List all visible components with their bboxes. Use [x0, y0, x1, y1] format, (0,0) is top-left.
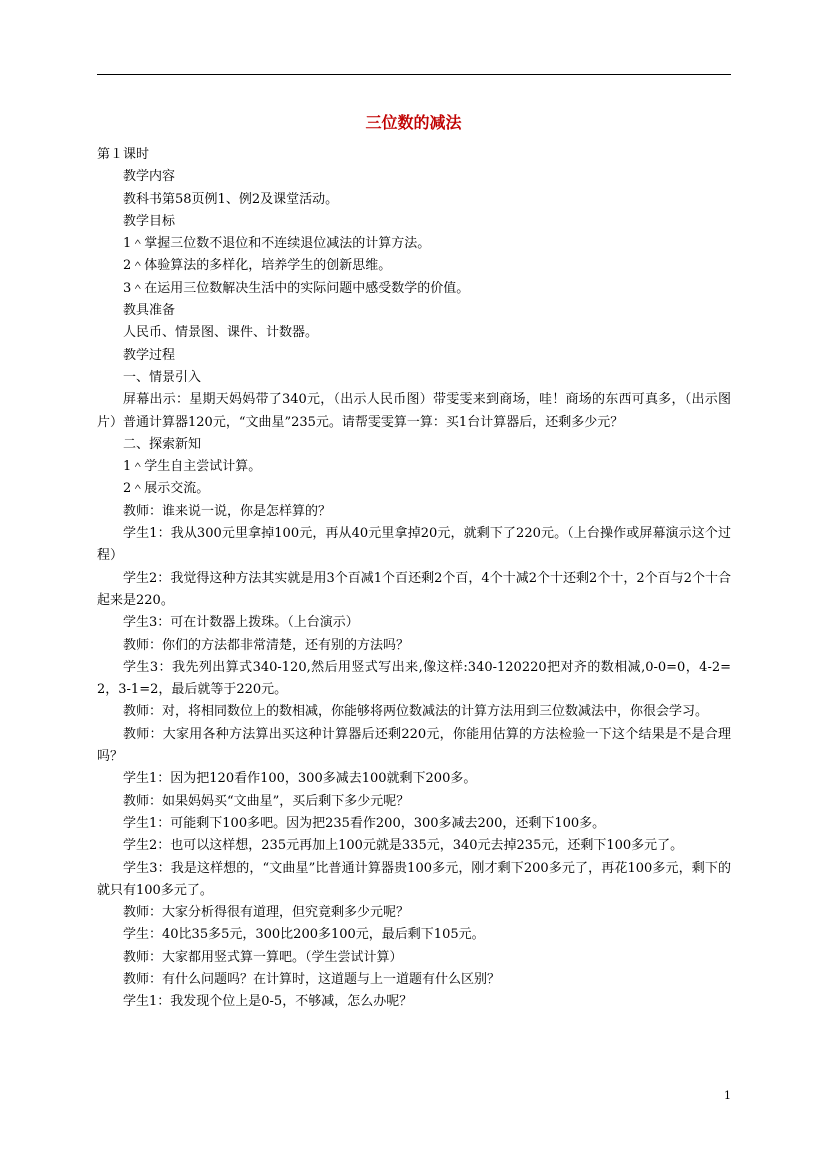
- paragraph: 学生2：也可以这样想，235元再加上100元就是335元，340元去掉235元，还剩下100多元了。: [123, 838, 684, 854]
- paragraph: 教学内容: [123, 169, 176, 185]
- paragraph: 一、情景引入: [123, 369, 202, 385]
- paragraph: 2＾体验算法的多样化，培养学生的创新思维。: [123, 258, 392, 274]
- paragraph: 教师：大家分析得很有道理，但究竟剩多少元呢？: [123, 905, 410, 921]
- paragraph: 教师：大家都用竖式算一算吧。（学生尝试计算）: [123, 949, 403, 965]
- document-body: [97, 144, 731, 1014]
- paragraph: 学生1：我从300元里拿掉100元，再从40元里拿掉20元，就剩下了220元。（上台操作或屏幕演示这个过程）: [97, 526, 731, 564]
- paragraph: 教学过程: [123, 347, 176, 363]
- paragraph: 教学目标: [123, 213, 176, 229]
- paragraph: 1＾掌握三位数不退位和不连续退位减法的计算方法。: [123, 236, 431, 252]
- document-title: 三位数的减法: [365, 113, 462, 132]
- paragraph: 教师：对，将相同数位上的数相减，你能够将两位数减法的计算方法用到三位数减法中，你很会学习。: [123, 704, 709, 720]
- header-rule: [97, 74, 731, 75]
- paragraph: 学生1：可能剩下100多吧。因为把235看作200，300多减去200，还剩下100多。: [123, 815, 606, 831]
- paragraph: 2＾展示交流。: [123, 481, 210, 497]
- paragraph: 教具准备: [123, 303, 176, 319]
- paragraph: 教师：谁来说一说，你是怎样算的？: [123, 503, 332, 519]
- paragraph: 教师：有什么问题吗？在计算时，这道题与上一道题有什么区别？: [123, 971, 501, 987]
- paragraph: 二、探索新知: [123, 436, 202, 452]
- paragraph: 人民币、情景图、课件、计数器。: [123, 325, 319, 341]
- paragraph: 学生1：因为把120看作100，300多减去100就剩下200多。: [123, 771, 477, 787]
- paragraph: 1＾学生自主尝试计算。: [123, 459, 262, 475]
- paragraph: 屏幕出示：星期天妈妈带了340元，（出示人民币图）带雯雯来到商场，哇！商场的东西可真多，（出示图片）普通计算器120元，“文曲星”235元。请帮雯雯算一算：买1台计算器后，还剩多少元？: [97, 392, 731, 430]
- paragraph: 学生3：我先列出算式340-120,然后用竖式写出来,像这样:340-120220把对齐的数相减,0-0=0，4-2=2，3-1=2，最后就等于220元。: [97, 659, 731, 698]
- paragraph: 学生3：我是这样想的，“文曲星”比普通计算器贵100多元，刚才剩下200多元了，再花100多元，剩下的就只有100多元了。: [97, 860, 731, 898]
- paragraph: 3＾在运用三位数解决生活中的实际问题中感受数学的价值。: [123, 280, 470, 296]
- paragraph: 学生：40比35多5元，300比200多100元，最后剩下105元。: [123, 927, 485, 943]
- paragraph: 第１课时: [97, 147, 150, 162]
- paragraph: 教师：如果妈妈买“文曲星”，买后剩下多少元呢？: [123, 793, 410, 809]
- paragraph: 教科书第58页例1、例2及课堂活动。: [123, 191, 339, 207]
- paragraph: 教师：你们的方法都非常清楚，还有别的方法吗？: [123, 637, 410, 653]
- paragraph: 学生2：我觉得这种方法其实就是用3个百减1个百还剩2个百，4个十减2个十还剩2个十，2个百与2个十合起来是220。: [97, 570, 731, 608]
- paragraph: 教师：大家用各种方法算出买这种计算器后还剩220元，你能用估算的方法检验一下这个结果是不是合理吗？: [97, 726, 731, 765]
- paragraph: 学生1：我发现个位上是0-5，不够减，怎么办呢？: [123, 994, 413, 1010]
- paragraph: 学生3：可在计数器上拨珠。（上台演示）: [123, 615, 359, 631]
- page-number: 1: [724, 1089, 731, 1102]
